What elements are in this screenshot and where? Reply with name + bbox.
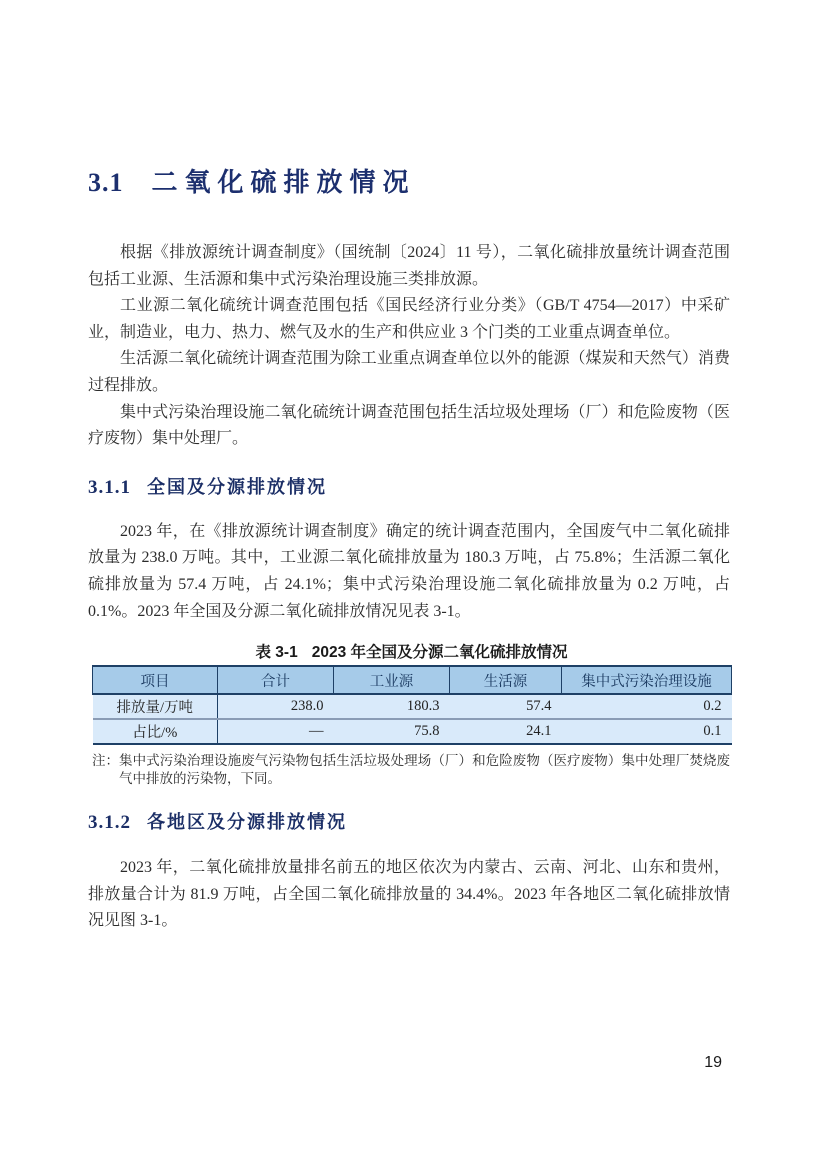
header-cell-centralized: 集中式污染治理设施	[562, 666, 732, 694]
table-caption-label: 表 3-1	[255, 644, 298, 662]
cell-emission-industrial: 180.3	[334, 694, 450, 719]
cell-emission-total: 238.0	[218, 694, 334, 719]
subsection-title-text: 全国及分源排放情况	[147, 476, 327, 497]
header-cell-total: 合计	[218, 666, 334, 694]
cell-share-centralized: 0.1	[562, 719, 732, 744]
intro-paragraph-1: 根据《排放源统计调查制度》（国统制〔2024〕11 号），二氧化硫排放量统计调查范围包括工业源、生活源和集中式污染治理设施三类排放源。	[88, 244, 730, 288]
chapter-heading	[88, 166, 730, 200]
chapter-title-text: 二氧化硫排放情况	[151, 168, 416, 197]
table-note-text: 集中式污染治理设施废气污染物包括生活垃圾处理场（厂）和危险废物（医疗废物）集中处理厂焚烧废气中排放的污染物，下同。	[119, 753, 730, 786]
subsection-title-text: 各地区及分源排放情况	[147, 812, 347, 833]
page-number: 19	[704, 1054, 722, 1071]
intro-paragraph-3: 生活源二氧化硫统计调查范围为除工业重点调查单位以外的能源（煤炭和天然气）消费过程排放。	[88, 350, 730, 394]
cell-emission-centralized: 0.2	[562, 694, 732, 719]
cell-share-industrial: 75.8	[334, 719, 450, 744]
cell-emission-residential: 57.4	[450, 694, 562, 719]
emissions-table	[92, 665, 732, 745]
header-cell-industrial: 工业源	[334, 666, 450, 694]
subsection-number: 3.1.2	[88, 812, 131, 834]
subsection-heading-3-1-1	[88, 475, 730, 500]
chapter-number: 3.1	[88, 168, 124, 197]
table-caption	[92, 643, 731, 663]
subsection-2-paragraph: 2023 年，二氧化硫排放量排名前五的地区依次为内蒙古、云南、河北、山东和贵州，排放量合计为 81.9 万吨，占全国二氧化硫排放量的 34.4%。2023 年各地区二氧化硫排放情况见图 3-1。	[88, 859, 730, 930]
subsection-1-paragraph: 2023 年，在《排放源统计调查制度》确定的统计调查范围内，全国废气中二氧化硫排放量为 238.0 万吨。其中，工业源二氧化硫排放量为 180.3 万吨，占 75.8%；生活源二氧化硫排放量为 57.4 万吨，占 24.1%；集中式污染治理设施二氧化硫排放量为 0.2 万吨，占 0.1%。2023 年全国及分源二氧化硫排放情况见表 3-1。	[88, 522, 730, 620]
table-caption-title: 2023 年全国及分源二氧化硫排放情况	[311, 644, 568, 662]
subsection-number: 3.1.1	[88, 476, 131, 498]
table-note-label: 注：	[92, 753, 119, 769]
row-label-share: 占比/%	[93, 719, 218, 744]
header-cell-residential: 生活源	[450, 666, 562, 694]
cell-share-total: —	[218, 719, 334, 744]
table-row	[93, 694, 732, 719]
subsection-heading-3-1-2	[88, 810, 730, 835]
intro-paragraph-2: 工业源二氧化硫统计调查范围包括《国民经济行业分类》（GB/T 4754—2017）中采矿业，制造业，电力、热力、燃气及水的生产和供应业 3 个门类的工业重点调查单位。	[88, 297, 730, 341]
header-cell-item: 项目	[93, 666, 218, 694]
table-row	[93, 719, 732, 744]
table-note	[92, 752, 730, 787]
intro-paragraph-4: 集中式污染治理设施二氧化硫统计调查范围包括生活垃圾处理场（厂）和危险废物（医疗废物）集中处理厂。	[88, 403, 730, 448]
table-header-row	[93, 666, 732, 694]
cell-share-residential: 24.1	[450, 719, 562, 744]
row-label-emission: 排放量/万吨	[93, 694, 218, 719]
